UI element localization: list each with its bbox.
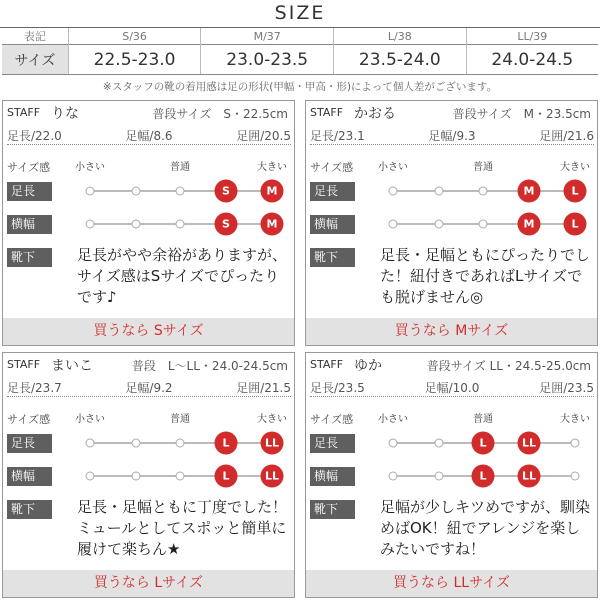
shoes-tag: 靴下: [7, 500, 52, 519]
shoes-tag: 靴下: [310, 500, 355, 519]
size-fit-mark: M: [518, 213, 541, 236]
staff-card: [2, 352, 295, 598]
shoes-tag: 靴下: [7, 248, 52, 267]
scale-dot: [389, 472, 398, 481]
usual-size: 普段サイズ M・23.5cm: [452, 107, 591, 121]
staff-card: [2, 100, 295, 346]
staff-card: [305, 100, 598, 346]
size-header-cell: LL/39: [466, 28, 598, 45]
scale-normal-label: 普通: [473, 162, 493, 173]
scale-dot: [86, 439, 95, 448]
recommendation: 買うなら Sサイズ: [3, 318, 294, 345]
width-tag: 横幅: [310, 215, 355, 234]
scale-dot: [132, 472, 141, 481]
scale-dot: [571, 439, 580, 448]
staff-name: ゆか: [354, 358, 382, 374]
scale-small-label: 小さい: [75, 162, 105, 173]
size-header-cell: M/37: [201, 28, 334, 45]
staff-label: STAFF: [7, 106, 41, 119]
staff-label: STAFF: [7, 358, 41, 371]
size-table-header: [2, 28, 598, 45]
scale-normal-label: 普通: [473, 414, 493, 425]
scale-small-label: 小さい: [378, 162, 408, 173]
width-tag: 横幅: [310, 467, 355, 486]
foot-measurements: [310, 379, 594, 396]
foot-width: 足幅/8.6: [125, 129, 173, 143]
scale-dot: [389, 220, 398, 229]
size-fit-mark: M: [261, 180, 284, 203]
scale-large-label: 大きい: [560, 414, 590, 425]
size-fit-mark: L: [215, 465, 238, 488]
size-header-cell: L/38: [334, 28, 467, 45]
foot-girth: 足囲/21.5: [236, 381, 291, 395]
size-table: [2, 28, 598, 75]
size-fit-mark: M: [518, 180, 541, 203]
size-fit-mark: S: [215, 213, 238, 236]
size-row-label: サイズ: [2, 45, 68, 75]
foot-length: 足長/23.5: [310, 381, 365, 395]
scale-dot: [132, 220, 141, 229]
staff-name: まいこ: [51, 358, 93, 374]
scale-dot: [86, 220, 95, 229]
size-header-cell: 表記: [23, 30, 46, 43]
scale-normal-label: 普通: [170, 414, 190, 425]
dotted-divider: [310, 144, 594, 145]
length-tag: 足長: [310, 182, 355, 201]
size-fit-mark: L: [215, 432, 238, 455]
foot-girth: 足囲/23.5: [539, 381, 594, 395]
size-value-cell: 23.0-23.5: [201, 45, 334, 75]
foot-width: 足幅/10.0: [424, 381, 480, 395]
scale-large-label: 大きい: [257, 162, 287, 173]
recommendation: 買うなら Lサイズ: [3, 570, 294, 597]
size-fit-mark: LL: [261, 432, 284, 455]
scale-dot: [389, 187, 398, 196]
staff-comment: 足長・足幅ともに丁度でした！ミュールとしてスポッと簡単に履けて楽ちん★: [77, 498, 288, 558]
size-value-cell: 22.5-23.0: [68, 45, 201, 75]
foot-girth: 足囲/20.5: [236, 129, 291, 143]
scale-dot: [176, 187, 185, 196]
size-fit-mark: L: [472, 465, 495, 488]
usual-size: 普段サイズ LL・24.5-25.0cm: [426, 359, 591, 373]
scale-dot: [176, 439, 185, 448]
scale-dot: [435, 187, 444, 196]
width-tag: 横幅: [7, 467, 52, 486]
size-fit-mark: L: [564, 213, 587, 236]
size-fit-mark: L: [564, 180, 587, 203]
staff-name: かおる: [354, 106, 396, 122]
fit-note: ※スタッフの靴の着用感は足の形状(甲幅・甲高・形)によって個人差がございます。: [102, 81, 498, 93]
size-fit-mark: L: [472, 432, 495, 455]
staff-comment: 足幅が少しキツめですが、馴染めばOK！紐でアレンジを楽しみたいですね！: [380, 498, 591, 558]
staff-comment: 足長・足幅ともにぴったりでした！紐付きであればLサイズでも脱げません◎: [380, 246, 591, 306]
staff-label: STAFF: [310, 358, 344, 371]
size-value-cell: 23.5-24.0: [334, 45, 467, 75]
size-table-row: [2, 45, 598, 75]
dotted-divider: [310, 396, 594, 397]
fit-scale-title: サイズ感: [7, 161, 51, 174]
foot-measurements: [310, 127, 594, 144]
dotted-divider: [7, 144, 291, 145]
foot-girth: 足囲/21.6: [539, 129, 594, 143]
scale-dot: [435, 220, 444, 229]
fit-scale-title: サイズ感: [7, 413, 51, 426]
foot-measurements: [7, 379, 291, 396]
scale-large-label: 大きい: [257, 414, 287, 425]
foot-length: 足長/23.7: [7, 381, 62, 395]
foot-width: 足幅/9.2: [125, 381, 173, 395]
fit-scale-title: サイズ感: [310, 413, 354, 426]
scale-dot: [86, 472, 95, 481]
width-tag: 横幅: [7, 215, 52, 234]
scale-dot: [479, 187, 488, 196]
staff-label: STAFF: [310, 106, 344, 119]
recommendation: 買うなら Mサイズ: [306, 318, 597, 345]
usual-size: 普段 L～LL・24.0-24.5cm: [131, 359, 288, 373]
size-header-cell: S/36: [68, 28, 201, 45]
usual-size: 普段サイズ S・22.5cm: [152, 107, 288, 121]
scale-dot: [132, 187, 141, 196]
staff-comment: 足長がやや余裕がありますが、サイズ感はSサイズでぴったりです♪: [77, 246, 288, 306]
scale-normal-label: 普通: [170, 162, 190, 173]
size-value-cell: 24.0-24.5: [466, 45, 598, 75]
size-fit-mark: LL: [261, 465, 284, 488]
scale-dot: [571, 472, 580, 481]
scale-dot: [389, 439, 398, 448]
fit-scale-title: サイズ感: [310, 161, 354, 174]
size-fit-mark: LL: [518, 432, 541, 455]
scale-dot: [176, 220, 185, 229]
length-tag: 足長: [7, 182, 52, 201]
dotted-divider: [7, 396, 291, 397]
foot-length: 足長/23.1: [310, 129, 365, 143]
length-tag: 足長: [7, 434, 52, 453]
scale-dot: [435, 472, 444, 481]
size-fit-mark: S: [215, 180, 238, 203]
scale-dot: [132, 439, 141, 448]
scale-large-label: 大きい: [560, 162, 590, 173]
size-fit-mark: LL: [518, 465, 541, 488]
foot-measurements: [7, 127, 291, 144]
scale-small-label: 小さい: [378, 414, 408, 425]
scale-small-label: 小さい: [75, 414, 105, 425]
size-title: SIZE: [274, 2, 326, 24]
foot-width: 足幅/9.3: [428, 129, 476, 143]
length-tag: 足長: [310, 434, 355, 453]
scale-dot: [176, 472, 185, 481]
scale-dot: [479, 220, 488, 229]
foot-length: 足長/22.0: [7, 129, 62, 143]
scale-dot: [86, 187, 95, 196]
shoes-tag: 靴下: [310, 248, 355, 267]
size-fit-mark: M: [261, 213, 284, 236]
recommendation: 買うなら LLサイズ: [306, 570, 597, 597]
staff-card: [305, 352, 598, 598]
staff-name: りな: [51, 106, 79, 122]
scale-dot: [435, 439, 444, 448]
